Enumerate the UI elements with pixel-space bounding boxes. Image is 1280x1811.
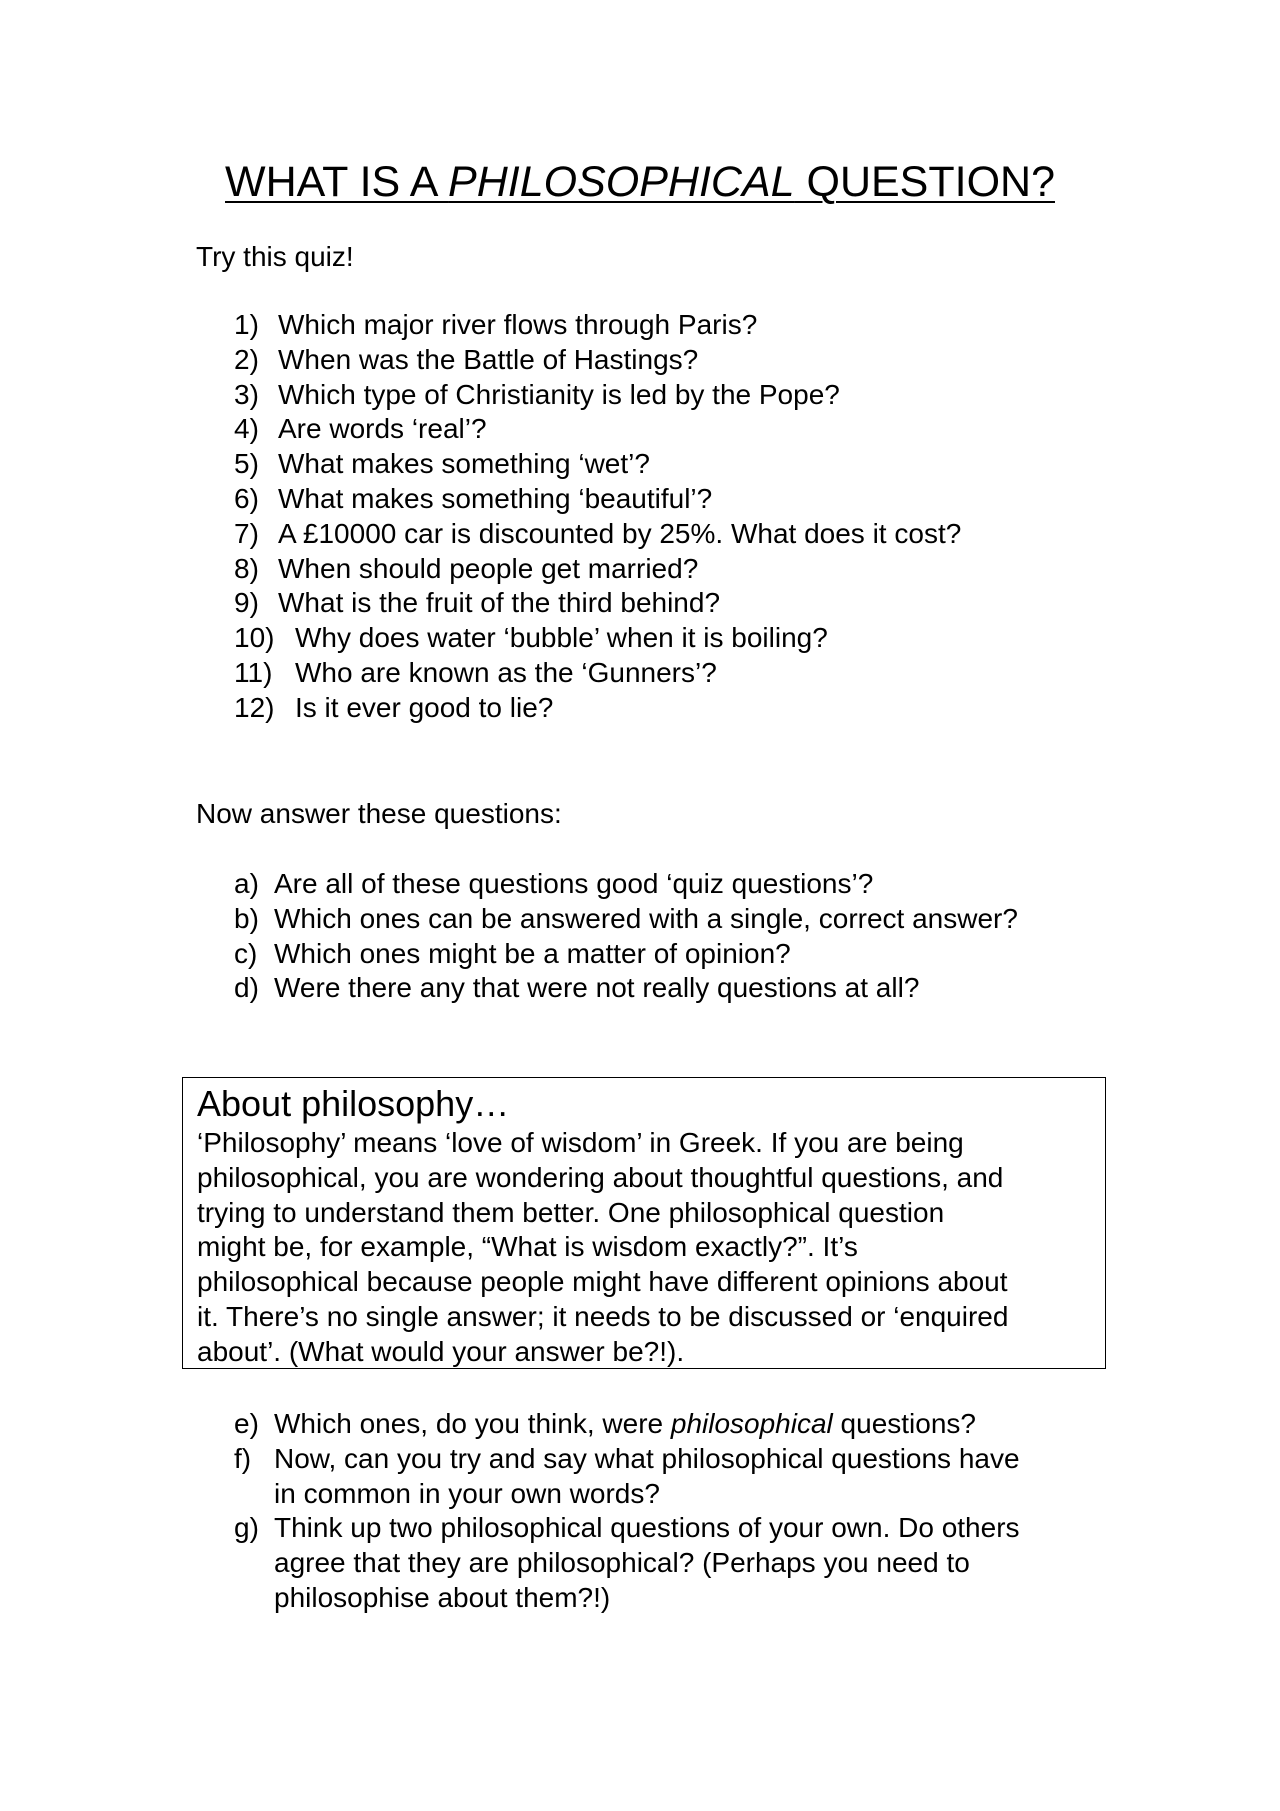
quiz-item-number: 7) — [234, 517, 259, 549]
follow-up-text-line: in common in your own words? — [274, 1477, 660, 1509]
about-philosophy-line: about’. (What would your answer be?!). — [197, 1335, 685, 1367]
about-philosophy-line: it. There’s no single answer; it needs to be discussed or ‘enquired — [197, 1300, 1009, 1332]
follow-up-text-line: philosophise about them?!) — [274, 1581, 611, 1613]
follow-up-text-line: agree that they are philosophical? (Perhaps you need to — [274, 1547, 970, 1579]
quiz-item-text: When should people get married? — [278, 552, 699, 584]
quiz-item — [234, 412, 961, 447]
title-prefix: WHAT IS A — [225, 158, 449, 206]
follow-up-question-text — [274, 1511, 1020, 1615]
quiz-item-number: 12) — [234, 691, 275, 723]
title-suffix: QUESTION? — [794, 158, 1055, 206]
follow-up-question-text — [274, 1407, 976, 1442]
quiz-item — [234, 656, 961, 691]
answer-question-text: Are all of these questions good ‘quiz questions’? — [274, 868, 874, 899]
title-text — [225, 158, 1055, 206]
quiz-item-text: A £10000 car is discounted by 25%. What does it cost? — [278, 517, 962, 549]
answer-question-letter: d) — [234, 972, 259, 1004]
quiz-item — [234, 552, 961, 587]
answer-question-text: Which ones might be a matter of opinion? — [274, 937, 791, 969]
about-philosophy-line: philosophical, you are wondering about thoughtful questions, and — [197, 1161, 1004, 1193]
answer-question-text: Were there any that were not really questions at all? — [274, 972, 920, 1004]
answer-question-letter: a) — [234, 868, 259, 899]
answer-intro: Now answer these questions: — [196, 798, 562, 829]
quiz-item-text: Who are known as the ‘Gunners’? — [295, 656, 717, 688]
follow-up-text-line: Now, can you try and say what philosophical questions have — [274, 1442, 1020, 1474]
follow-up-text-line: Think up two philosophical questions of your own. Do others — [274, 1512, 1020, 1544]
quiz-item-number: 6) — [234, 482, 259, 514]
about-philosophy-line: trying to understand them better. One philosophical question — [197, 1196, 945, 1228]
quiz-item — [234, 378, 961, 413]
quiz-item-text: Why does water ‘bubble’ when it is boiling? — [295, 622, 828, 654]
follow-up-question-text — [274, 1442, 1020, 1512]
quiz-item-text: What makes something ‘wet’? — [278, 448, 650, 480]
quiz-item-number: 5) — [234, 448, 259, 480]
about-philosophy-line: philosophical because people might have different opinions about — [197, 1266, 1008, 1298]
page-title — [0, 156, 1280, 208]
quiz-item-number: 10) — [234, 622, 275, 654]
quiz-item-number: 9) — [234, 587, 259, 619]
follow-up-question-letter: f) — [234, 1442, 252, 1474]
quiz-item-number: 4) — [234, 413, 259, 445]
quiz-item-number: 11) — [234, 656, 273, 688]
answer-question-item — [234, 867, 1018, 902]
quiz-item — [234, 343, 961, 378]
quiz-item-text: Is it ever good to lie? — [295, 691, 554, 723]
about-philosophy-title: About philosophy… — [197, 1083, 510, 1124]
answer-question-item — [234, 902, 1018, 937]
quiz-item — [234, 447, 961, 482]
quiz-item-text: Which major river flows through Paris? — [278, 309, 758, 340]
quiz-item-text: What makes something ‘beautiful’? — [278, 482, 713, 514]
quiz-item — [234, 308, 961, 343]
quiz-intro: Try this quiz! — [196, 241, 354, 272]
quiz-list — [234, 308, 961, 726]
follow-up-text-before: Which ones, do you think, were — [274, 1408, 671, 1439]
follow-up-text-emphasis: philosophical — [670, 1408, 833, 1439]
quiz-item-text: What is the fruit of the third behind? — [278, 587, 721, 619]
quiz-item — [234, 517, 961, 552]
quiz-item-text: When was the Battle of Hastings? — [278, 343, 699, 375]
about-philosophy-body — [197, 1126, 1097, 1370]
answer-question-item — [234, 937, 1018, 972]
follow-up-question-item — [234, 1442, 1020, 1512]
quiz-item-text: Are words ‘real’? — [278, 413, 487, 445]
follow-up-text-after: questions? — [832, 1408, 976, 1439]
quiz-item-number: 2) — [234, 343, 259, 375]
title-emphasis: PHILOSOPHICAL — [448, 158, 795, 206]
quiz-item-text: Which type of Christianity is led by the Pope? — [278, 378, 840, 410]
quiz-item-number: 8) — [234, 552, 259, 584]
answer-question-letter: b) — [234, 902, 259, 934]
answer-question-letter: c) — [234, 937, 258, 969]
follow-up-question-item — [234, 1407, 1020, 1442]
answer-question-text: Which ones can be answered with a single, correct answer? — [274, 902, 1018, 934]
quiz-item — [234, 621, 961, 656]
about-philosophy-line: might be, for example, “What is wisdom exactly?”. It’s — [197, 1231, 858, 1263]
follow-up-question-letter: e) — [234, 1408, 259, 1439]
follow-up-question-item — [234, 1511, 1020, 1615]
quiz-item-number: 3) — [234, 378, 259, 410]
answer-questions-list — [234, 867, 1018, 1006]
follow-up-question-letter: g) — [234, 1512, 259, 1544]
about-philosophy-line: ‘Philosophy’ means ‘love of wisdom’ in Greek. If you are being — [197, 1127, 964, 1158]
quiz-item — [234, 586, 961, 621]
follow-up-questions-list — [234, 1407, 1020, 1616]
quiz-item — [234, 691, 961, 726]
quiz-item — [234, 482, 961, 517]
quiz-item-number: 1) — [234, 309, 259, 340]
answer-question-item — [234, 971, 1018, 1006]
about-philosophy-box — [182, 1077, 1106, 1369]
